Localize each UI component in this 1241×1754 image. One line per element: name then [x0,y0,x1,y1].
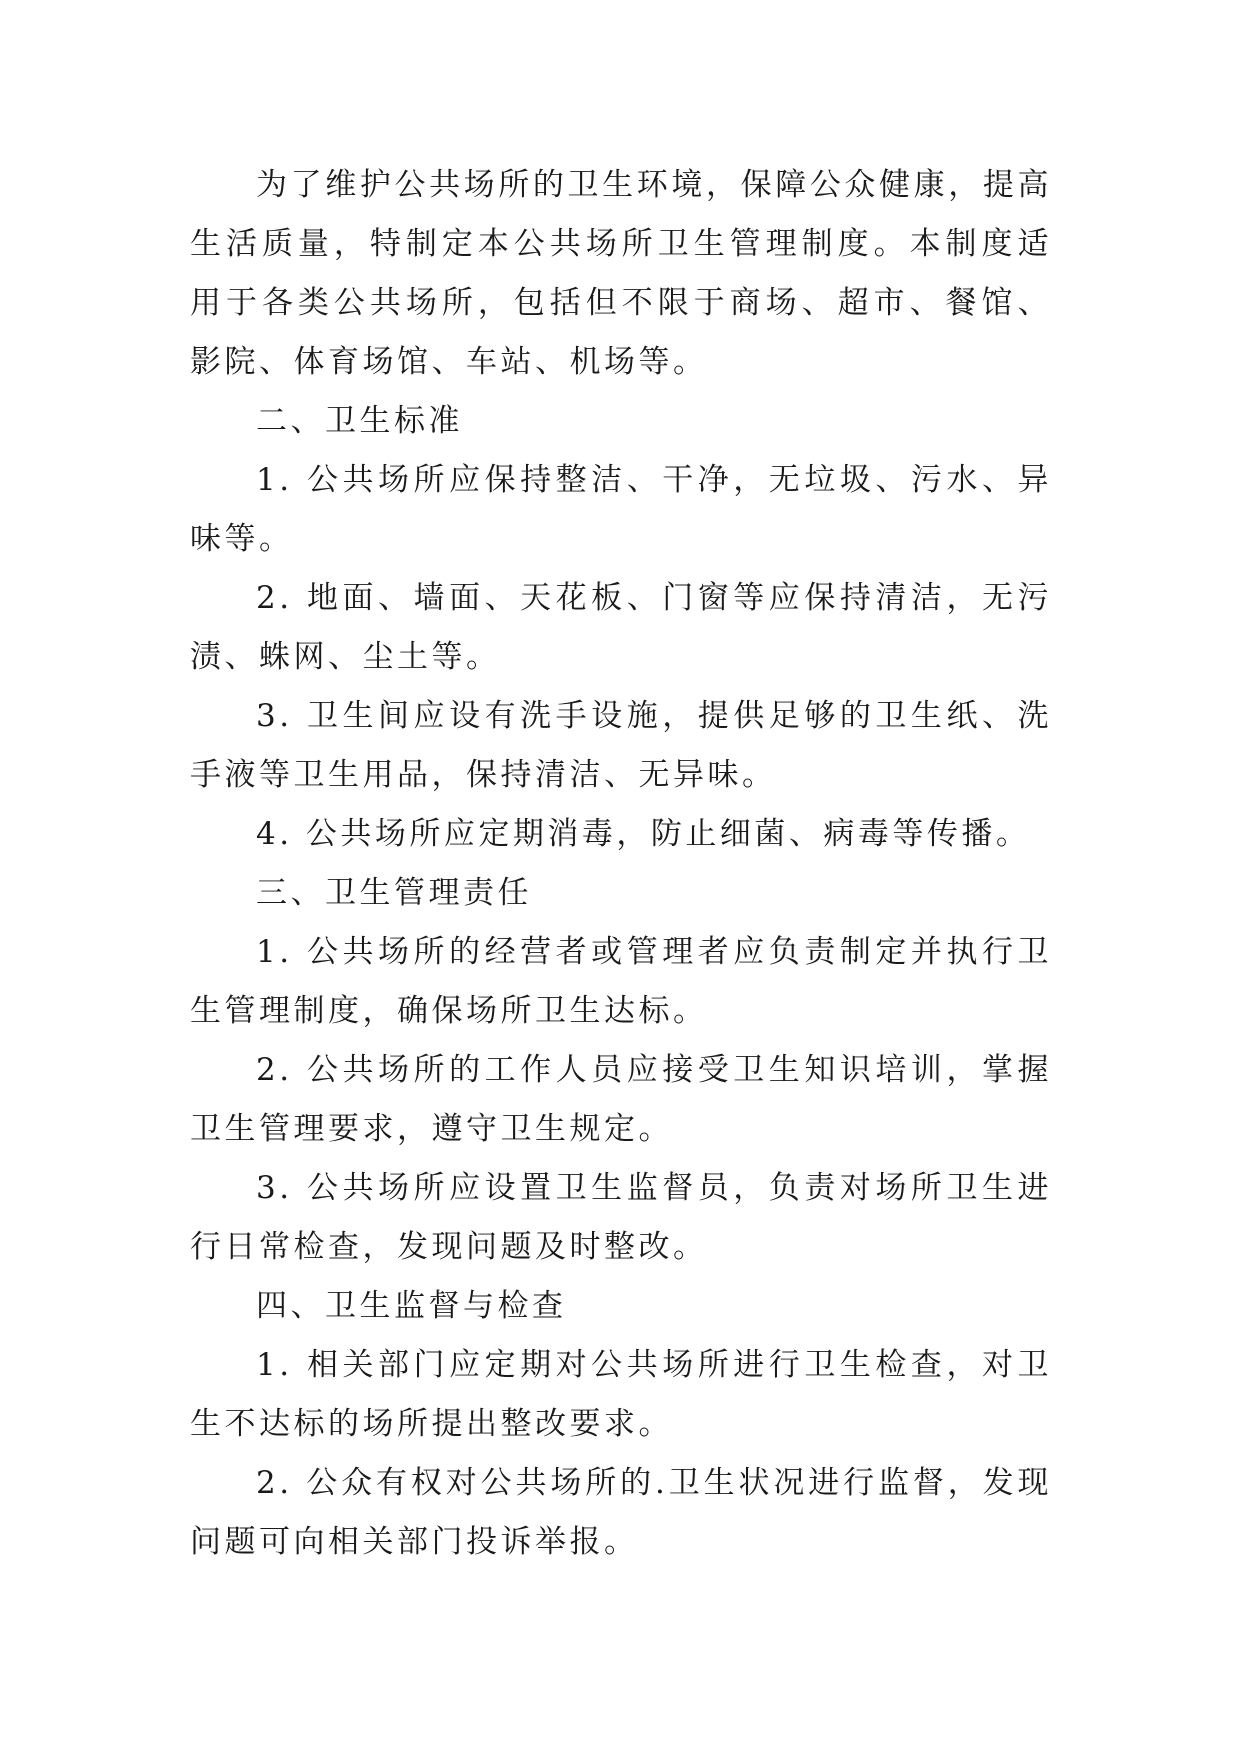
responsibility-item-1: 1. 公共场所的经营者或管理者应负责制定并执行卫生管理制度，确保场所卫生达标。 [190,934,1052,1029]
intro-paragraph: 为了维护公共场所的卫生环境，保障公众健康，提高生活质量，特制定本公共场所卫生管理制度。本制度适用于各类公共场所，包括但不限于商场、超市、餐馆、影院、体育场馆、车站、机场等。 [190,167,1052,380]
section-heading-supervision: 四、卫生监督与检查 [256,1288,567,1324]
standards-item-4: 4. 公共场所应定期消毒，防止细菌、病毒等传播。 [256,816,1031,852]
responsibility-item-2: 2. 公共场所的工作人员应接受卫生知识培训，掌握卫生管理要求，遵守卫生规定。 [190,1052,1052,1147]
standards-item-2: 2. 地面、墙面、天花板、门窗等应保持清洁，无污渍、蛛网、尘土等。 [190,580,1052,675]
responsibility-item-3: 3. 公共场所应设置卫生监督员，负责对场所卫生进行日常检查，发现问题及时整改。 [190,1170,1052,1265]
section-heading-responsibility: 三、卫生管理责任 [256,875,532,911]
standards-item-3: 3. 卫生间应设有洗手设施，提供足够的卫生纸、洗手液等卫生用品，保持清洁、无异味。 [190,698,1052,793]
supervision-item-1: 1. 相关部门应定期对公共场所进行卫生检查，对卫生不达标的场所提出整改要求。 [190,1347,1052,1442]
standards-item-1: 1. 公共场所应保持整洁、干净，无垃圾、污水、异味等。 [190,462,1052,557]
section-heading-standards: 二、卫生标准 [256,403,463,439]
document-body [190,156,1052,1572]
supervision-item-2: 2. 公众有权对公共场所的.卫生状况进行监督，发现问题可向相关部门投诉举报。 [190,1465,1052,1560]
